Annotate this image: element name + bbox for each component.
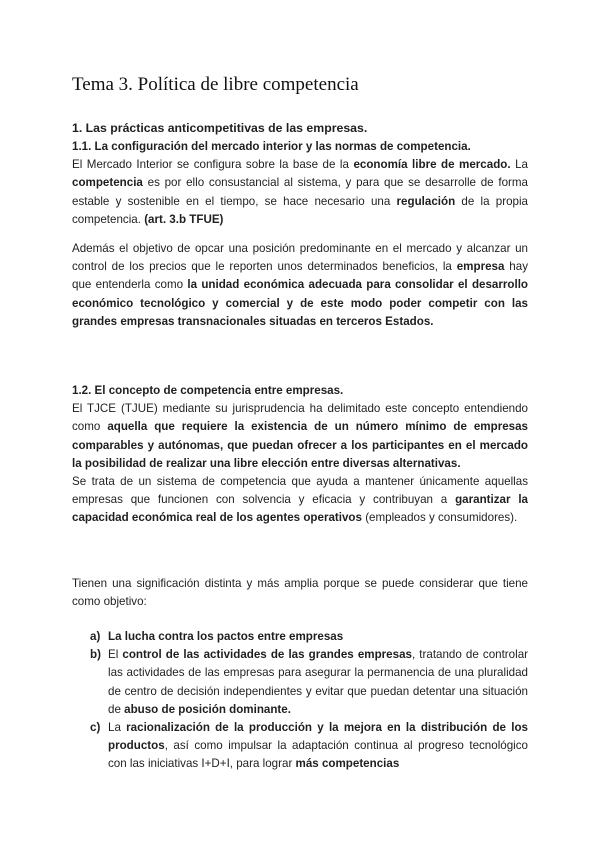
list-marker: a): [90, 630, 101, 643]
list-marker: b): [90, 648, 101, 662]
objectives-list: [72, 628, 528, 774]
list-marker: c): [90, 721, 101, 735]
subsection-heading: 1.1. La configuración del mercado interior y las normas de competencia.: [72, 140, 471, 153]
paragraph: El TJCE (TJUE) mediante su jurisprudencia ha delimitado este concepto entendiendo como aquella que requiere la existencia de un número mínimo de empresas comparables y autónomas, que puedan ofrecer a los participantes en el mercado la posibilidad de realizar una libre elección entre diversas alternativas.: [72, 402, 528, 470]
paragraph: Tienen una significación distinta y más amplia porque se puede considerar que tiene como objetivo:: [72, 577, 528, 609]
page-title: Tema 3. Política de libre competencia: [72, 74, 359, 95]
paragraph: Además el objetivo de opcar una posición predominante en el mercado y alcanzar un control de los precios que le reporten unos determinados beneficios, la empresa hay que entenderla como la unidad económica adecuada para consolidar el desarrollo económico tecnológico y comercial y de este modo poder competir con las grandes empresas transnacionales situadas en terceros Estados.: [72, 242, 528, 328]
list-item: b) El control de las actividades de las grandes empresas, tratando de controlar las actividades de las empresas para asegurar la permanencia de una pluralidad de centro de decisión independientes y evitar que puedan detentar una situación de abuso de posición dominante.: [90, 648, 529, 716]
section-heading: 1. Las prácticas anticompetitivas de las empresas.: [72, 121, 368, 135]
section-1-2: [72, 382, 528, 528]
list-item: a) La lucha contra los pactos entre empresas: [72, 628, 528, 646]
paragraph: Se trata de un sistema de competencia que ayuda a mantener únicamente aquellas empresas que funcionen con solvencia y eficacia y contribuyan a garantizar la capacidad económica real de los agentes operativos (empleados y consumidores).: [72, 475, 528, 525]
paragraph: El Mercado Interior se configura sobre la base de la economía libre de mercado. La competencia es por ello consustancial al sistema, y para que se desarrolle de forma estable y sostenible en el tiempo, se hace necesario una regulación de la propia competencia. (art. 3.b TFUE): [72, 158, 528, 226]
section-1-1: [72, 138, 528, 229]
subsection-heading: 1.2. El concepto de competencia entre empresas.: [72, 384, 344, 397]
list-item: c) La racionalización de la producción y la mejora en la distribución de los productos, así como impulsar la adaptación continua al progreso tecnológico con las iniciativas I+D+I, para lograr más competencias: [90, 721, 528, 771]
